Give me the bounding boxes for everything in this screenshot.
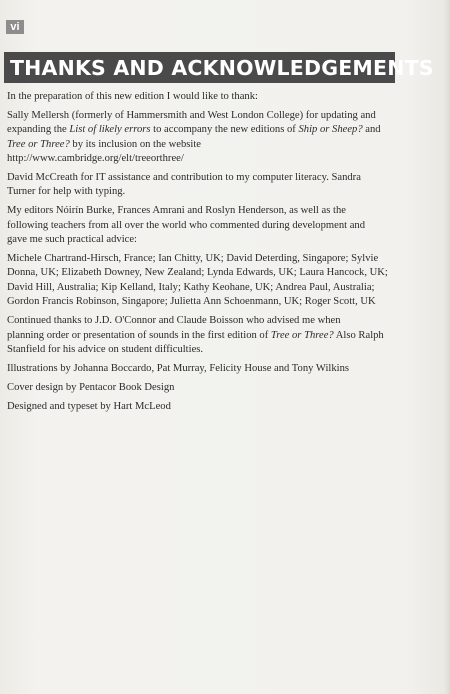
text-line [7, 329, 412, 343]
text-span: and [362, 124, 381, 136]
text-line: Cover design by Pentacor Book Design [7, 381, 175, 393]
intro-paragraph [7, 90, 412, 104]
text-span: expanding the [7, 124, 70, 136]
text-line: My editors Nóirín Burke, Frances Amrani and Roslyn Henderson, as well as the [7, 205, 346, 217]
page-number: vi [6, 20, 24, 34]
italic-title: Ship or Sheep? [298, 124, 363, 136]
text-line: Donna, UK; Elizabeth Downey, New Zealand; Lynda Edwards, UK; Laura Hancock, UK; [7, 267, 388, 279]
italic-title: Tree or Three? [7, 138, 70, 150]
website-url: http://www.cambridge.org/elt/treeorthree/ [7, 153, 184, 165]
text-span: planning order or presentation of sounds in the first edition of [7, 329, 271, 341]
title-banner [4, 52, 434, 83]
cover-credit [7, 381, 412, 395]
italic-title: List of likely errors [69, 124, 151, 136]
text-span: by its inclusion on the website [69, 138, 202, 150]
text-line: Stanfield for his advice on student difficulties. [7, 344, 204, 355]
text-line: following teachers from all over the world who commented during development and [7, 219, 366, 231]
text-line: Michele Chartrand-Hirsch, France; Ian Chitty, UK; David Deterding, Singapore; Sylvie [7, 253, 379, 265]
text-line [7, 138, 412, 152]
oconnor-paragraph [7, 314, 412, 357]
text-line: Designed and typeset by Hart McLeod [7, 400, 171, 412]
text-line [7, 123, 412, 137]
illustrations-credit [7, 362, 412, 376]
page-edge-shadow [444, 0, 450, 694]
text-line: Gordon Francis Robinson, Singapore; Julietta Ann Schoenmann, UK; Roger Scott, UK [7, 296, 376, 308]
page-title: THANKS AND ACKNOWLEDGEMENTS [10, 55, 434, 80]
acknowledgements-body [7, 90, 412, 419]
italic-title: Tree or Three? [270, 329, 334, 341]
mccreath-paragraph [7, 171, 412, 200]
text-line: David Hill, Australia; Kip Kelland, Italy; Kathy Keohane, UK; Andrea Paul, Australia; [7, 281, 375, 293]
text-span: Also Ralph [333, 329, 384, 341]
text-line: Continued thanks to J.D. O'Connor and Claude Boisson who advised me when [7, 315, 341, 327]
text-line: Illustrations by Johanna Boccardo, Pat Murray, Felicity House and Tony Wilkins [7, 362, 349, 374]
text-line: David McCreath for IT assistance and contribution to my computer literacy. Sandra [7, 172, 361, 184]
typeset-credit [7, 400, 412, 414]
teachers-paragraph [7, 252, 412, 310]
text-span: to accompany the new editions of [150, 124, 299, 136]
text-line: gave me such practical advice: [7, 234, 138, 246]
editors-paragraph [7, 204, 412, 247]
text-line: Turner for help with typing. [7, 186, 126, 198]
text-line: Sally Mellersh (formerly of Hammersmith and West London College) for updating and [7, 109, 376, 121]
intro-line: In the preparation of this new edition I would like to thank: [7, 91, 258, 102]
mellersh-paragraph [7, 109, 412, 167]
